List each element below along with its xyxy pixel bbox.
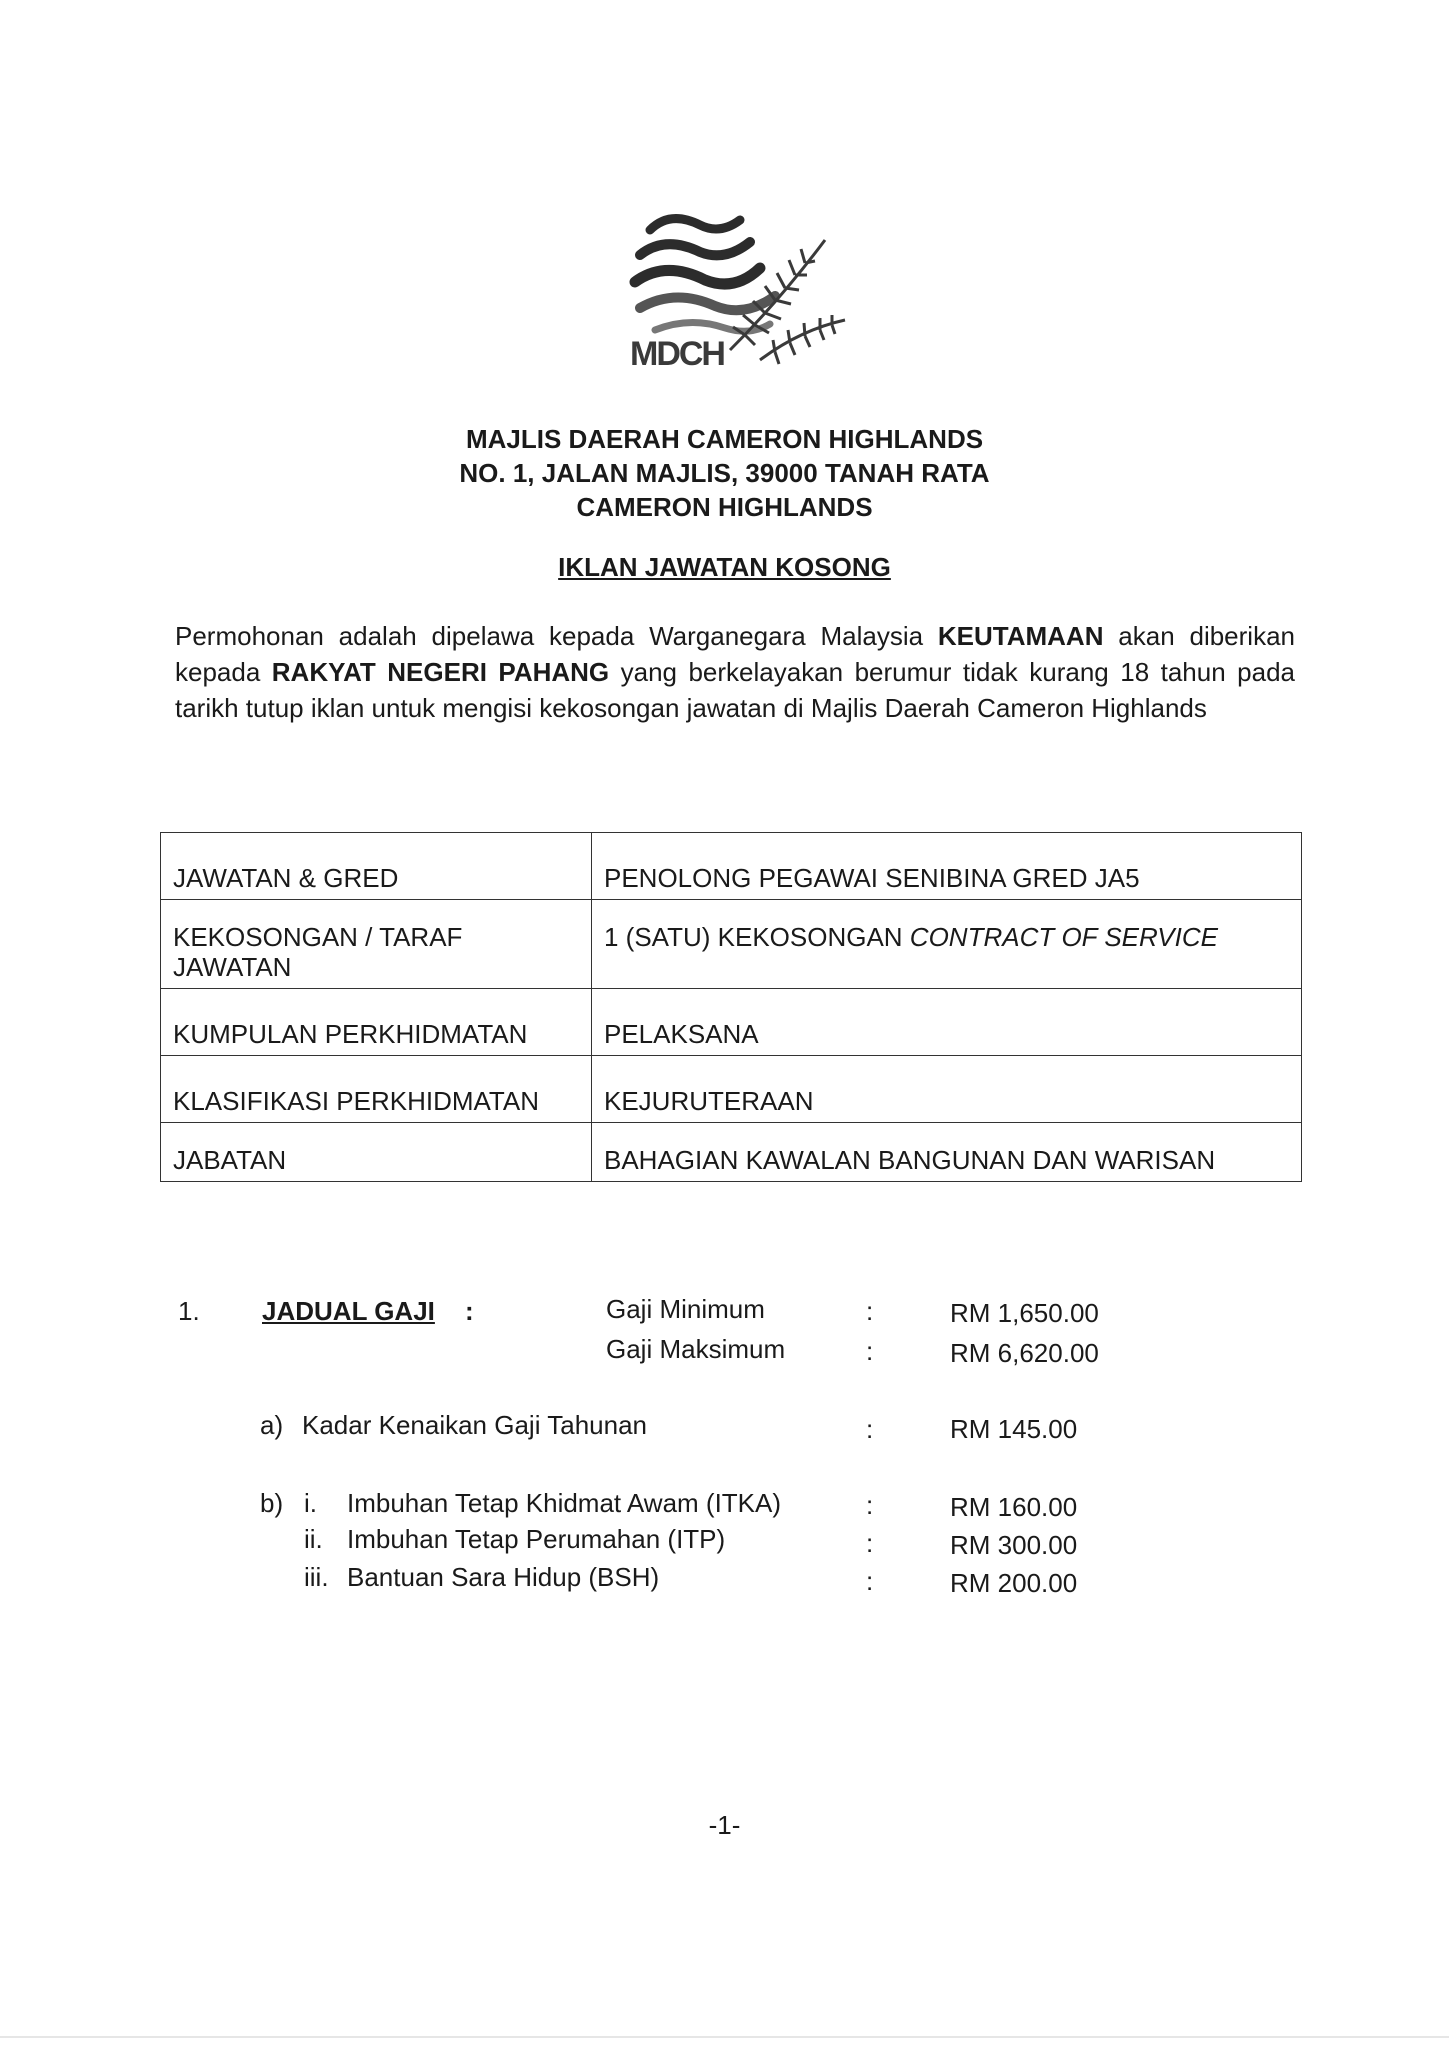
row-value: PENOLONG PEGAWAI SENIBINA GRED JA5 [592,833,1302,900]
item-a-marker: a) [260,1410,284,1440]
max-salary-amount: RM 6,620.00 [950,1338,1099,1368]
min-salary-colon: : [866,1296,874,1326]
table-row [161,1056,1302,1123]
org-address: NO. 1, JALAN MAJLIS, 39000 TANAH RATA [459,458,990,488]
table-row [161,833,1302,900]
max-salary-label: Gaji Maksimum [606,1334,786,1364]
item-a-amount: RM 145.00 [950,1414,1078,1444]
page-bottom-edge [0,2036,1449,2038]
value-italic: CONTRACT OF SERVICE [909,922,1218,952]
min-salary-amount: RM 1,650.00 [950,1298,1099,1328]
table-row [161,1123,1302,1182]
row-label: JABATAN [161,1123,592,1182]
intro-bold-keutamaan: KEUTAMAAN [937,621,1104,651]
item-a-colon: : [866,1414,874,1444]
value-prefix: 1 (SATU) KEKOSONGAN [604,922,910,952]
title-text: IKLAN JAWATAN KOSONG [558,552,891,582]
intro-text-2: akan diberikan kepada [175,621,1295,687]
row-label: KLASIFIKASI PERKHIDMATAN [161,1056,592,1123]
item-b-marker: b) [260,1488,284,1518]
b-item-amount: RM 160.00 [950,1492,1078,1522]
row-value: PELAKSANA [592,989,1302,1056]
row-label: KUMPULAN PERKHIDMATAN [161,989,592,1056]
b-item-marker: i. [304,1488,317,1518]
min-salary-label: Gaji Minimum [606,1294,765,1324]
b-item-amount: RM 300.00 [950,1530,1078,1560]
b-item-marker: iii. [304,1562,329,1592]
table-row [161,900,1302,989]
b-item-colon: : [866,1528,874,1558]
row-label: KEKOSONGAN / TARAF JAWATAN [161,900,592,989]
job-info-table [160,832,1302,1182]
b-item-label: Imbuhan Tetap Perumahan (ITP) [347,1524,726,1554]
row-value: BAHAGIAN KAWALAN BANGUNAN DAN WARISAN [592,1123,1302,1182]
b-item-label: Imbuhan Tetap Khidmat Awam (ITKA) [347,1488,782,1518]
document-title [0,552,1449,583]
mdch-logo [610,200,860,375]
row-label: JAWATAN & GRED [161,833,592,900]
org-name: MAJLIS DAERAH CAMERON HIGHLANDS [465,424,984,454]
table-row [161,989,1302,1056]
b-item-marker: ii. [304,1524,323,1554]
org-header [0,422,1449,524]
intro-bold-rakyat: RAKYAT NEGERI PAHANG [271,657,610,687]
row-value [592,900,1302,989]
max-salary-colon: : [866,1336,874,1366]
logo-text: MDCH [630,335,724,373]
section-number: 1. [178,1296,200,1326]
page-number: -1- [708,1810,741,1840]
row-value: KEJURUTERAAN [592,1056,1302,1123]
intro-text-3: yang berkelayakan berumur tidak kurang 18 tahun pada tarikh tutup iklan untuk mengisi kekosongan jawatan di Majlis Daerah Cameron Highlands [175,657,1295,723]
salary-heading-colon: : [465,1296,474,1326]
intro-text-1: Permohonan adalah dipelawa kepada Warganegara Malaysia [175,621,938,651]
b-item-colon: : [866,1566,874,1596]
org-location: CAMERON HIGHLANDS [576,492,873,522]
item-a-label: Kadar Kenaikan Gaji Tahunan [302,1410,647,1440]
b-item-label: Bantuan Sara Hidup (BSH) [347,1562,660,1592]
salary-heading: JADUAL GAJI [262,1296,435,1326]
intro-paragraph [175,618,1295,726]
b-item-colon: : [866,1490,874,1520]
b-item-amount: RM 200.00 [950,1568,1078,1598]
logo-waves [635,219,775,332]
logo-fern [730,240,845,364]
